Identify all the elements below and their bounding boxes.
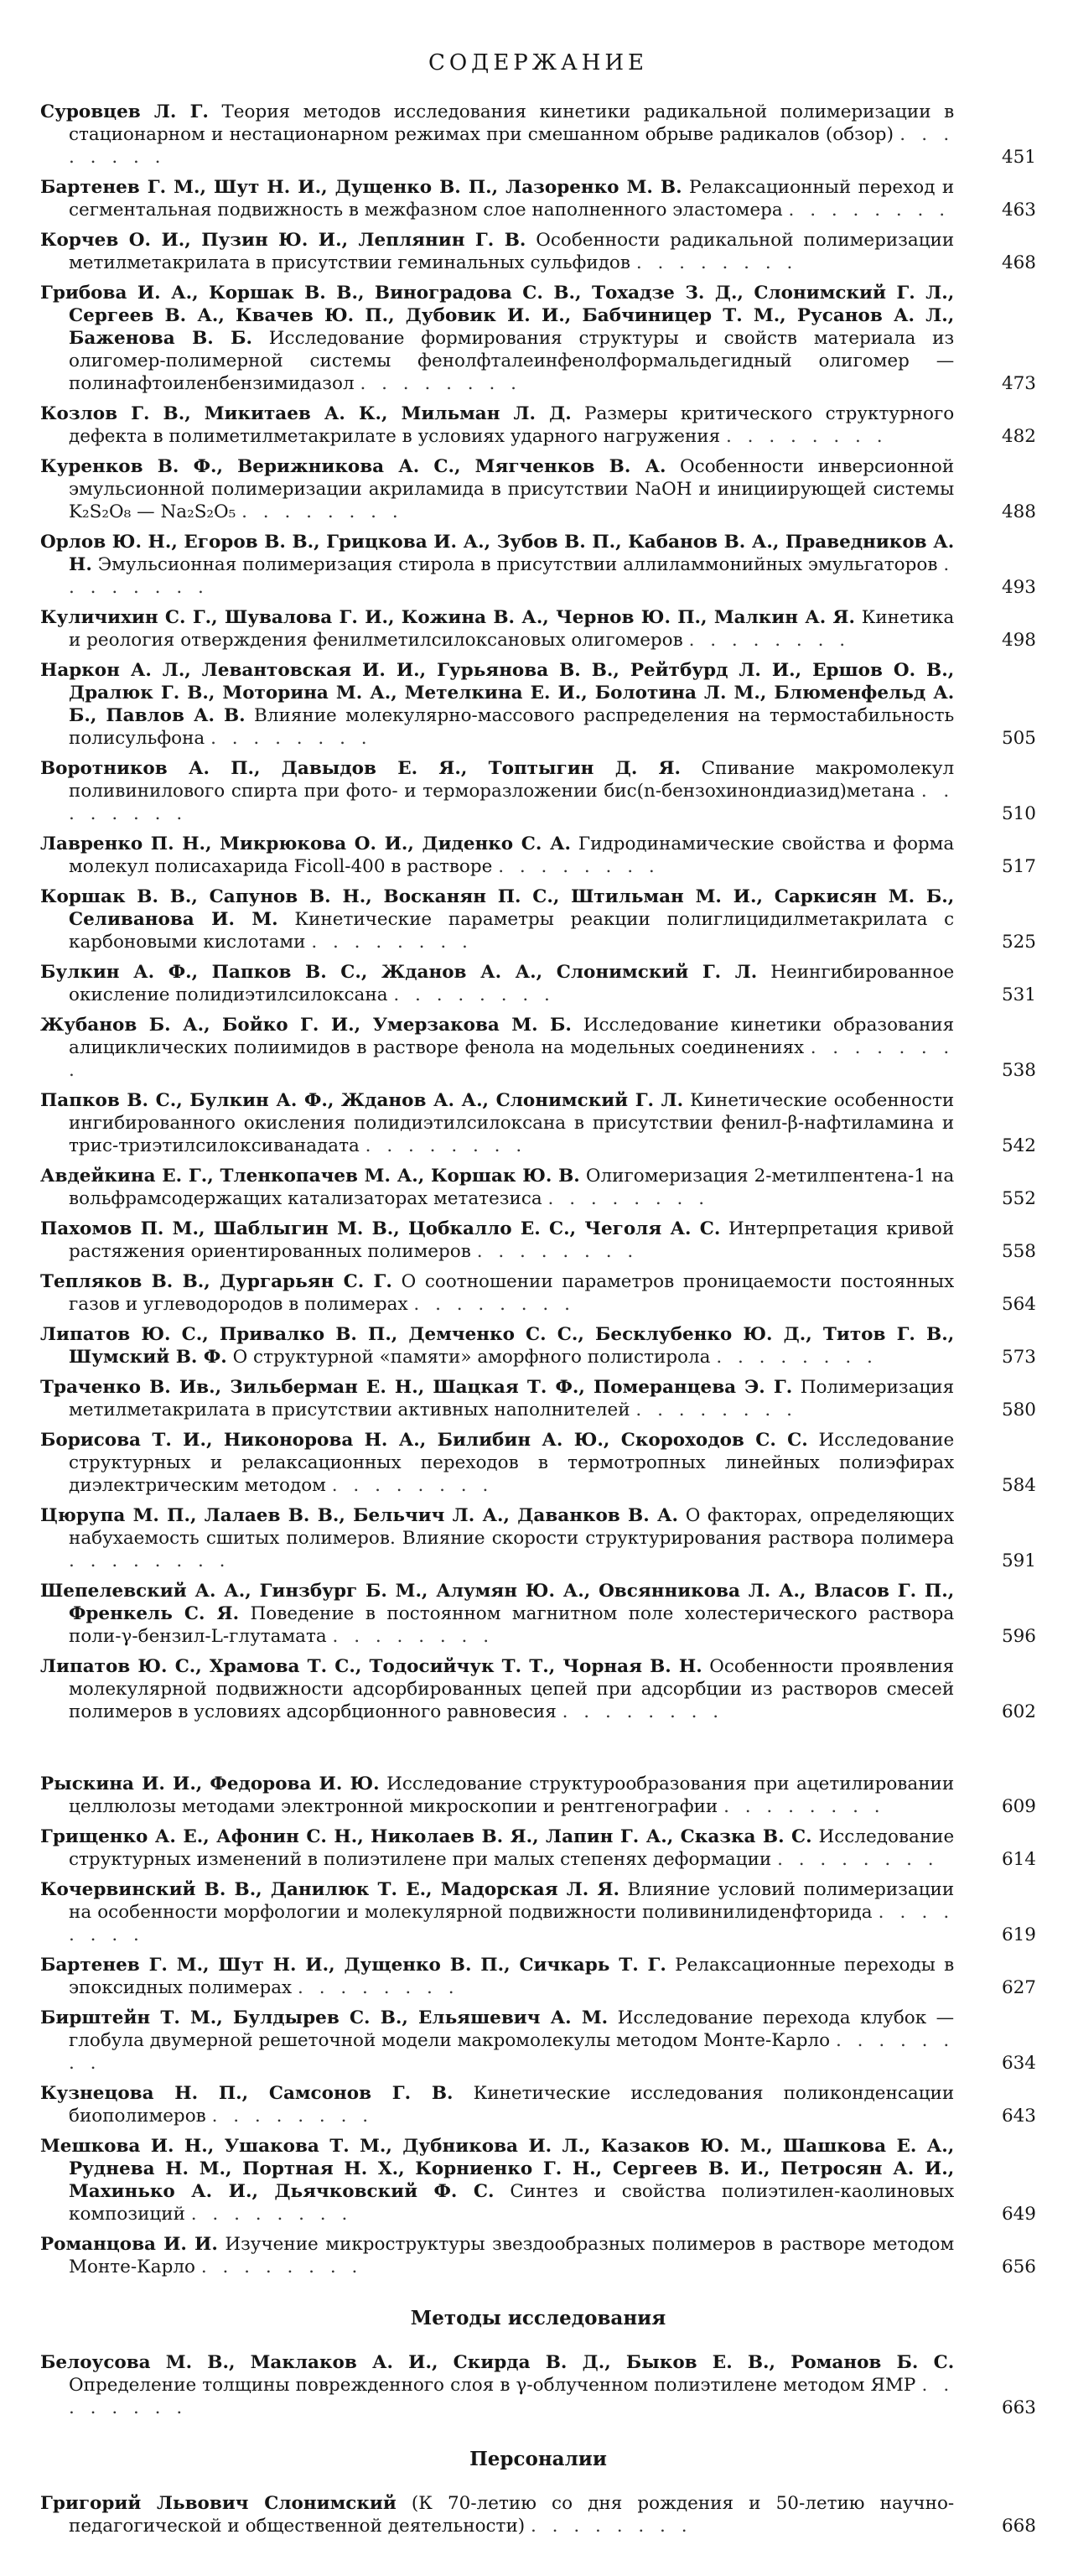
entry-authors: Григорий Львович Слонимский (40, 2493, 397, 2514)
toc-entry (40, 101, 1036, 169)
dot-leader: . . . . . . . . (393, 984, 555, 1005)
entry-text (40, 2135, 954, 2225)
entry-title: Олигомеризация 2-метилпентена-1 на вольфрамсодержащих катализаторах метатезиса (69, 1166, 955, 1209)
dot-leader: . . . . . . . . (562, 1701, 724, 1722)
toc-entry (40, 2351, 1036, 2419)
dot-leader: . . . . . . . . (531, 2516, 692, 2537)
entry-page-number: 649 (1001, 2204, 1036, 2225)
entry-page-number: 525 (1001, 932, 1036, 953)
entry-page-number: 580 (1001, 1400, 1036, 1420)
entry-page-number: 552 (1001, 1188, 1036, 1209)
entry-title: Исследование формирования структуры и свойств материала из олигомер-полимерной системы фенолфталеинфенолформальдегидный олигомер — полинафтоиленбензимидазол (69, 328, 955, 394)
entry-text (40, 1429, 954, 1497)
entry-page-number: 573 (1001, 1347, 1036, 1368)
entry-title: Релаксационный переход и сегментальная подвижность в межфазном слое наполненного эластомера (69, 177, 955, 221)
dot-leader: . . . . . . . . (69, 2375, 955, 2418)
entry-title: Спивание макромолекул поливинилового спирта при фото- и терморазложении бис(n-бензохинондиазид)метана (69, 758, 955, 802)
entry-authors: Борисова Т. И., Никонорова Н. А., Билибин А. Ю., Скороходов С. С. (40, 1430, 808, 1451)
entry-page-number: 463 (1001, 200, 1036, 221)
toc-entry (40, 176, 1036, 221)
entry-page-number: 538 (1001, 1060, 1036, 1081)
entry-page-number: 614 (1001, 1849, 1036, 1870)
entry-title: Релаксационные переходы в эпоксидных полимерах (69, 1955, 955, 1998)
entry-text (40, 961, 954, 1006)
entry-text (40, 659, 954, 750)
toc-entry (40, 1429, 1036, 1497)
entry-authors: Лавренко П. Н., Микрюкова О. И., Диденко С. А. (40, 834, 571, 854)
entry-text (40, 1826, 954, 1871)
entry-authors: Бирштейн Т. М., Булдырев С. В., Ельяшевич А. М. (40, 2007, 609, 2028)
toc-entry (40, 2233, 1036, 2278)
toc-entry (40, 1376, 1036, 1421)
entry-title: Особенности проявления молекулярной подвижности адсорбированных цепей при адсорбции из растворов смесей полимеров в условиях адсорбционного равновесия (69, 1656, 955, 1722)
toc-entry (40, 1323, 1036, 1368)
dot-leader: . . . . . . . . (69, 1550, 231, 1571)
entry-title: Исследование структурообразования при ацетилировании целлюлозы методами электронной микроскопии и рентгенографии (69, 1774, 955, 1817)
entry-title: Влияние молекулярно-массового распределения на термостабильность полисульфона (69, 705, 955, 749)
entry-title: Исследование структурных изменений в полиэтилене при малых степенях деформации (69, 1826, 955, 1870)
entry-text (40, 2007, 954, 2075)
toc-entry (40, 1504, 1036, 1572)
page-title: СОДЕРЖАНИЕ (428, 50, 649, 75)
dot-leader: . . . . . . . . (332, 1626, 495, 1647)
entry-authors: Тепляков В. В., Дургарьян С. Г. (40, 1271, 392, 1292)
entry-page-number: 663 (1001, 2397, 1036, 2418)
dot-leader: . . . . . . . . (498, 856, 660, 877)
dot-leader: . . . . . . . . (298, 1977, 459, 1998)
entry-text (40, 101, 954, 169)
entry-title: О соотношении параметров проницаемости постоянных газов и углеводородов в полимерах (69, 1271, 955, 1315)
entry-page-number: 619 (1001, 1924, 1036, 1945)
entry-title: Определение толщины поврежденного слоя в γ-облученном полиэтилене методом ЯМР (69, 2375, 916, 2396)
entry-text (40, 1014, 954, 1082)
toc-entry (40, 402, 1036, 448)
dot-leader: . . . . . . . . (365, 1135, 527, 1156)
toc-entry (40, 1165, 1036, 1210)
toc-entry (40, 2007, 1036, 2075)
toc-entry (40, 1014, 1036, 1082)
entry-text (40, 886, 954, 953)
dot-leader: . . . . . . . . (547, 1188, 710, 1209)
entry-authors: Авдейкина Е. Г., Тленкопачев М. А., Коршак Ю. В. (40, 1166, 580, 1187)
dot-leader: . . . . . . . . (635, 1400, 797, 1420)
entry-page-number: 482 (1001, 426, 1036, 447)
entry-authors: Рыскина И. И., Федорова И. Ю. (40, 1774, 380, 1794)
entry-text (40, 1954, 954, 1999)
entry-page-number: 510 (1001, 803, 1036, 824)
dot-leader: . . . . . . . . (688, 630, 851, 651)
entry-authors: Липатов Ю. С., Храмова Т. С., Тодосийчук Т. Т., Чорная В. Н. (40, 1656, 702, 1677)
entry-page-number: 602 (1001, 1701, 1036, 1722)
entry-title: Кинетические особенности ингибированного окисления полидиэтилсилоксана в присутствии фенил-β-нафтиламина и трис-триэтилсилоксиванадата (69, 1090, 955, 1156)
dot-leader: . . . . . . . . (716, 1347, 878, 1368)
entry-title: Исследование структурных и релаксационных переходов в термотропных линейных полиэфирах диэлектрическим методом (69, 1430, 955, 1496)
entry-text (40, 455, 954, 523)
toc-entry (40, 1580, 1036, 1648)
entry-text (40, 2233, 954, 2278)
entry-title: Влияние условий полимеризации на особенности морфологии и молекулярной подвижности поливинилиденфторида (69, 1879, 955, 1923)
entry-title: Особенности радикальной полимеризации метилметакрилата в присутствии геминальных сульфидов (69, 230, 955, 273)
toc-entry (40, 455, 1036, 523)
entry-authors: Кузнецова Н. П., Самсонов Г. В. (40, 2083, 454, 2104)
entry-text (40, 1376, 954, 1421)
entry-title: Гидродинамические свойства и форма молекул полисахарида Ficoll-400 в растворе (69, 834, 955, 877)
toc-entry (40, 1270, 1036, 1316)
entry-page-number: 531 (1001, 984, 1036, 1005)
toc-entry (40, 282, 1036, 395)
entry-page-number: 498 (1001, 630, 1036, 651)
entry-authors: Наркон А. Л., Левантовская И. И., Гурьянова В. В., Рейтбурд Л. И., Ершов О. В., Дралюк Г. В., Моторина М. А., Метелкина Е. И., Болотина Л. М., Блюменфельд А. Б., Павлов А. В. (40, 660, 955, 726)
entry-text (40, 1878, 954, 1946)
entry-title: Исследование перехода клубок — глобула двумерной решеточной модели макромолекулы методом Монте-Карло (69, 2007, 955, 2051)
entry-authors: Бартенев Г. М., Шут Н. И., Дущенко В. П., Лазоренко М. В. (40, 177, 682, 198)
entry-authors: Жубанов Б. А., Бойко Г. И., Умерзакова М. Б. (40, 1015, 572, 1036)
entry-title: Особенности инверсионной эмульсионной полимеризации акриламида в присутствии NaOH и инициирующей системы K₂S₂O₈ — Na₂S₂O₅ (69, 456, 955, 522)
dot-leader: . . . . . . . . (413, 1294, 575, 1315)
entry-title: Кинетические исследования поликонденсации биополимеров (69, 2083, 955, 2127)
entry-title: Изучение микроструктуры звездообразных полимеров в растворе методом Монте-Карло (69, 2234, 955, 2277)
entry-text (40, 1655, 954, 1723)
dot-leader: . . . . . . . . (788, 200, 951, 221)
entry-title: Кинетика и реология отверждения фенилметилсилоксановых олигомеров (69, 607, 955, 651)
toc-entry (40, 659, 1036, 750)
entry-page-number: 493 (1001, 577, 1036, 598)
entry-title: Неингибированное окисление полидиэтилсилоксана (69, 962, 955, 1005)
toc-entry (40, 2135, 1036, 2225)
entry-authors: Суровцев Л. Г. (40, 101, 209, 122)
entry-page-number: 609 (1001, 1796, 1036, 1817)
entry-authors: Куренков В. Ф., Верижникова А. С., Мягченков В. А. (40, 456, 666, 477)
entry-authors: Кочервинский В. В., Данилюк Т. Е., Мадорская Л. Я. (40, 1879, 619, 1900)
section-heading: Методы исследования (410, 2307, 666, 2329)
entry-text (40, 606, 954, 652)
dot-leader: . . . . . . . . (241, 501, 403, 522)
dot-leader: . . . . . . . . (726, 426, 888, 447)
entry-title: О структурной «памяти» аморфного полистирола (232, 1347, 711, 1368)
entry-title: Теория методов исследования кинетики радикальной полимеризации в стационарном и нестационарном режимах при смешанном обрыве радикалов (обзор) (69, 101, 955, 145)
toc-entry (40, 2492, 1036, 2537)
entry-text (40, 229, 954, 274)
entry-title: Полимеризация метилметакрилата в присутствии активных наполнителей (69, 1377, 955, 1420)
entry-page-number: 584 (1001, 1475, 1036, 1496)
dot-leader: . . . . . . . . (69, 1902, 955, 1945)
entry-authors: Куличихин С. Г., Шувалова Г. И., Кожина В. А., Чернов Ю. П., Малкин А. Я. (40, 607, 856, 628)
entry-authors: Шепелевский А. А., Гинзбург Б. М., Алумян Ю. А., Овсянникова Л. А., Власов Г. П., Френкель С. Я. (40, 1581, 955, 1624)
entry-authors: Коршак В. В., Сапунов В. Н., Восканян П. С., Штильман М. И., Саркисян М. Б., Селиванова И. М. (40, 886, 955, 930)
entry-text (40, 1323, 954, 1368)
entry-text (40, 282, 954, 395)
entry-text (40, 1504, 954, 1572)
entry-page-number: 591 (1001, 1550, 1036, 1571)
entry-page-number: 596 (1001, 1626, 1036, 1647)
entry-page-number: 473 (1001, 373, 1036, 394)
entry-title: (К 70-летию со дня рождения и 50-летию научно-педагогической и общественной деятельности) (69, 2493, 955, 2537)
entry-authors: Воротников А. П., Давыдов Е. Я., Топтыгин Д. Я. (40, 758, 682, 779)
entry-page-number: 488 (1001, 501, 1036, 522)
entry-authors: Корчев О. И., Пузин Ю. И., Леплянин Г. В. (40, 230, 526, 251)
entry-page-number: 656 (1001, 2257, 1036, 2277)
toc-list (40, 101, 1036, 2537)
entry-title: Размеры критического структурного дефекта в полиметилметакрилате в условиях ударного нагружения (69, 403, 955, 447)
entry-text (40, 1270, 954, 1316)
entry-text (40, 176, 954, 221)
toc-entry (40, 606, 1036, 652)
entry-page-number: 451 (1001, 147, 1036, 168)
toc-entry (40, 757, 1036, 825)
entry-authors: Романцова И. И. (40, 2234, 218, 2255)
toc-entry (40, 1655, 1036, 1723)
entry-authors: Орлов Ю. Н., Егоров В. В., Грицкова И. А., Зубов В. П., Кабанов В. А., Праведников А. Н. (40, 532, 955, 575)
entry-authors: Липатов Ю. С., Привалко В. П., Демченко С. С., Бесклубенко Ю. Д., Титов Г. В., Шумский В. Ф. (40, 1324, 955, 1368)
toc-entry (40, 1218, 1036, 1263)
toc-page (40, 50, 1036, 2545)
entry-title: Исследование кинетики образования алициклических полиимидов в растворе фенола на модельных соединениях (69, 1015, 955, 1058)
toc-entry (40, 229, 1036, 274)
entry-text (40, 2082, 954, 2127)
entry-authors: Папков В. С., Булкин А. Ф., Жданов А. А., Слонимский Г. Л. (40, 1090, 684, 1111)
entry-authors: Бартенев Г. М., Шут Н. И., Дущенко В. П., Сичкарь Т. Г. (40, 1955, 666, 1976)
entry-text (40, 2351, 954, 2419)
entry-authors: Пахомов П. М., Шаблыгин М. В., Цобкалло Е. С., Чеголя А. С. (40, 1218, 721, 1239)
entry-authors: Грибова И. А., Коршак В. В., Виноградова С. В., Тохадзе З. Д., Слонимский Г. Л., Сергеев В. А., Квачев Ю. П., Дубовик И. И., Бабчиницер Т. М., Русанов А. Л., Баженова В. Б. (40, 283, 955, 349)
entry-page-number: 542 (1001, 1135, 1036, 1156)
entry-page-number: 558 (1001, 1241, 1036, 1262)
entry-text (40, 531, 954, 599)
dot-leader: . . . . . . . . (360, 373, 521, 394)
dot-leader: . . . . . . . . (200, 2257, 363, 2277)
dot-leader: . . . . . . . . (69, 781, 955, 824)
entry-page-number: 643 (1001, 2106, 1036, 2127)
entry-authors: Мешкова И. Н., Ушакова Т. М., Дубникова И. Л., Казаков Ю. М., Шашкова Е. А., Руднева Н. М., Портная Н. Х., Корниенко Г. Н., Сергеев В. И., Петросян А. И., Махинько А. И., Дьячковский Ф. С. (40, 2136, 955, 2202)
entry-text (40, 1165, 954, 1210)
entry-authors: Белоусова М. В., Маклаков А. И., Скирда В. Д., Быков Е. В., Романов Б. С. (40, 2352, 955, 2373)
entry-text (40, 1580, 954, 1648)
entry-text (40, 757, 954, 825)
entry-title: Поведение в постоянном магнитном поле холестерического раствора поли-γ-бензил-L-глутамата (69, 1603, 955, 1647)
toc-entry (40, 961, 1036, 1006)
dot-leader: . . . . . . . . (777, 1849, 939, 1870)
entry-text (40, 1773, 954, 1818)
entry-authors: Цюрупа М. П., Лалаев В. В., Бельчич Л. А., Даванков В. А. (40, 1505, 679, 1526)
entry-page-number: 668 (1001, 2516, 1036, 2537)
dot-leader: . . . . . . . . (723, 1796, 885, 1817)
entry-title: Кинетические параметры реакции полиглицидилметакрилата с карбоновыми кислотами (69, 909, 955, 953)
entry-authors: Булкин А. Ф., Папков В. С., Жданов А. А., Слонимский Г. Л. (40, 962, 758, 983)
dot-leader: . . . . . . . . (69, 554, 955, 598)
dot-leader: . . . . . . . . (69, 124, 955, 168)
toc-entry (40, 1773, 1036, 1818)
entry-text (40, 833, 954, 878)
entry-page-number: 517 (1001, 856, 1036, 877)
entry-title: Интерпретация кривой растяжения ориентированных полимеров (69, 1218, 955, 1262)
toc-entry (40, 2082, 1036, 2127)
entry-text (40, 2492, 954, 2537)
entry-authors: Траченко В. Ив., Зильберман Е. Н., Шацкая Т. Ф., Померанцева Э. Г. (40, 1377, 793, 1398)
dot-leader: . . . . . . . . (69, 2030, 955, 2074)
entry-page-number: 627 (1001, 1977, 1036, 1998)
entry-page-number: 505 (1001, 728, 1036, 749)
dot-leader: . . . . . . . . (190, 2204, 353, 2225)
entry-text (40, 402, 954, 448)
dot-leader: . . . . . . . . (210, 728, 372, 749)
entry-text (40, 1218, 954, 1263)
dot-leader: . . . . . . . . (69, 1037, 955, 1081)
dot-leader: . . . . . . . . (476, 1241, 639, 1262)
toc-entry (40, 1954, 1036, 1999)
entry-page-number: 564 (1001, 1294, 1036, 1315)
entry-title: Синтез и свойства полиэтилен-каолиновых композиций (69, 2181, 955, 2225)
entry-page-number: 468 (1001, 252, 1036, 273)
toc-entry (40, 531, 1036, 599)
entry-title: О факторах, определяющих набухаемость сшитых полимеров. Влияние скорости структурирования раствора полимера (69, 1505, 955, 1549)
entry-page-number: 634 (1001, 2053, 1036, 2074)
entry-text (40, 1089, 954, 1157)
section-heading: Персоналии (469, 2448, 607, 2470)
dot-leader: . . . . . . . . (211, 2106, 374, 2127)
dot-leader: . . . . . . . . (311, 932, 473, 953)
dot-leader: . . . . . . . . (331, 1475, 494, 1496)
toc-entry (40, 833, 1036, 878)
section-gap (40, 1731, 1036, 1773)
toc-entry (40, 1826, 1036, 1871)
entry-title: Эмульсионная полимеризация стирола в присутствии аллиламмонийных эмульгаторов (97, 554, 938, 575)
dot-leader: . . . . . . . . (635, 252, 798, 273)
toc-entry (40, 1878, 1036, 1946)
entry-authors: Грищенко А. Е., Афонин С. Н., Николаев В. Я., Лапин Г. А., Сказка В. С. (40, 1826, 812, 1847)
toc-entry (40, 1089, 1036, 1157)
entry-authors: Козлов Г. В., Микитаев А. К., Мильман Л. Д. (40, 403, 572, 424)
toc-entry (40, 886, 1036, 953)
